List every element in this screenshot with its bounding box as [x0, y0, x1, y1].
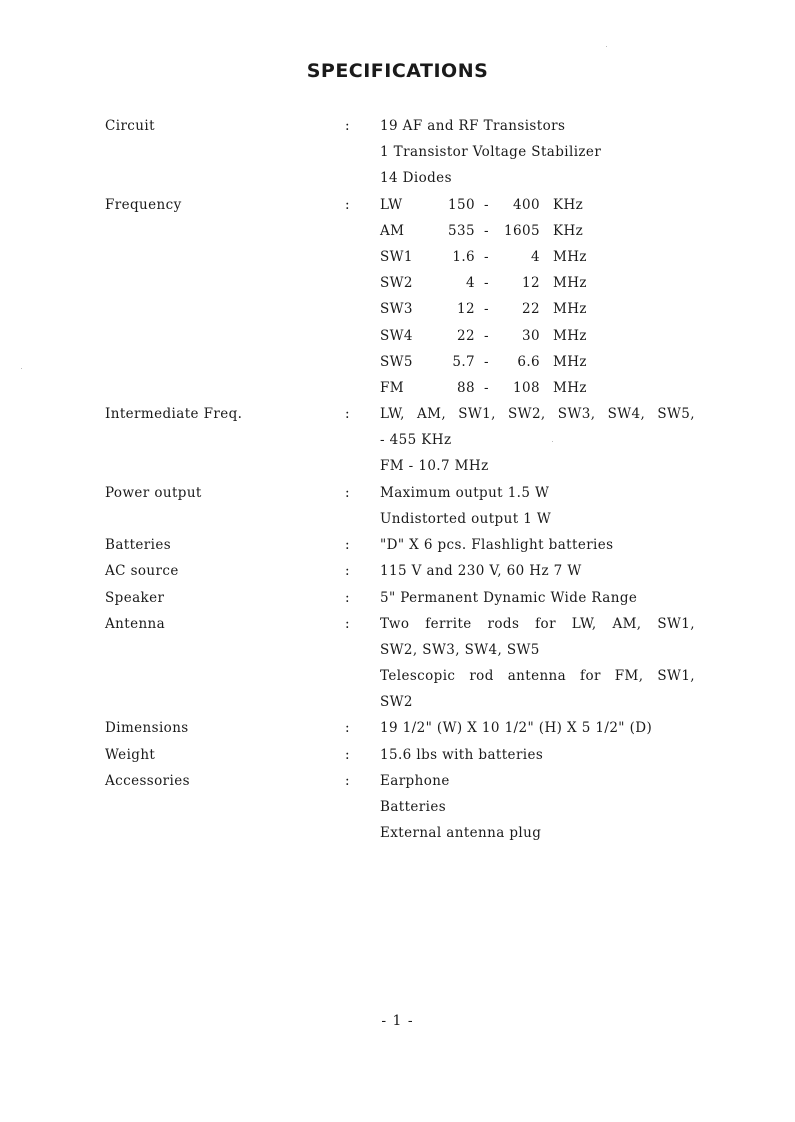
weight-value: 15.6 lbs with batteries — [380, 747, 544, 763]
freq-band: LW — [380, 197, 403, 213]
antenna-word: FM, — [614, 668, 644, 684]
freq-low: 5.7 — [452, 354, 475, 370]
freq-unit: KHz — [553, 197, 584, 213]
freq-dash: - — [484, 301, 489, 317]
freq-high: 4 — [531, 249, 540, 265]
ac-source-colon: : — [345, 563, 350, 579]
antenna-word: rod — [469, 668, 494, 684]
freq-high: 1605 — [504, 223, 540, 239]
antenna-word: LW, — [571, 616, 597, 632]
antenna-word: antenna — [507, 668, 567, 684]
antenna-line — [380, 668, 695, 684]
page-title: SPECIFICATIONS — [306, 60, 489, 82]
accessories-line: Batteries — [380, 799, 447, 815]
freq-low: 22 — [457, 328, 475, 344]
intermediate-line — [380, 406, 695, 422]
freq-dash: - — [484, 328, 489, 344]
circuit-label: Circuit — [105, 118, 155, 134]
intermediate-line: - 455 KHz — [380, 432, 452, 448]
freq-low: 535 — [448, 223, 475, 239]
freq-low: 4 — [466, 275, 475, 291]
accessories-colon: : — [345, 773, 350, 789]
if-word: SW4, — [607, 406, 646, 422]
if-word: SW5, — [657, 406, 695, 422]
batteries-label: Batteries — [105, 537, 172, 553]
freq-low: 150 — [448, 197, 475, 213]
batteries-value: "D" X 6 pcs. Flashlight batteries — [380, 537, 614, 553]
freq-low: 88 — [457, 380, 475, 396]
speaker-value: 5" Permanent Dynamic Wide Range — [380, 590, 638, 606]
antenna-label: Antenna — [105, 616, 166, 632]
antenna-line — [380, 616, 695, 632]
freq-band: FM — [380, 380, 404, 396]
freq-unit: MHz — [553, 249, 587, 265]
antenna-word: for — [535, 616, 556, 632]
antenna-word: for — [580, 668, 601, 684]
intermediate-label: Intermediate Freq. — [105, 406, 243, 422]
speaker-label: Speaker — [105, 590, 165, 606]
frequency-label: Frequency — [105, 197, 182, 213]
freq-dash: - — [484, 354, 489, 370]
circuit-colon: : — [345, 118, 350, 134]
antenna-word: Telescopic — [380, 668, 456, 684]
scan-speck — [21, 368, 22, 369]
freq-unit: MHz — [553, 301, 587, 317]
freq-high: 400 — [513, 197, 540, 213]
if-word: SW3, — [557, 406, 596, 422]
freq-band: SW1 — [380, 249, 413, 265]
freq-dash: - — [484, 249, 489, 265]
weight-label: Weight — [105, 747, 156, 763]
freq-dash: - — [484, 197, 489, 213]
intermediate-colon: : — [345, 406, 350, 422]
antenna-line: SW2, SW3, SW4, SW5 — [380, 642, 540, 658]
antenna-word: AM, — [612, 616, 642, 632]
antenna-word: ferrite — [425, 616, 472, 632]
freq-high: 12 — [522, 275, 540, 291]
antenna-word: SW1, — [657, 616, 695, 632]
batteries-colon: : — [345, 537, 350, 553]
if-word: SW2, — [508, 406, 546, 422]
if-word: SW1, — [458, 406, 496, 422]
dimensions-label: Dimensions — [105, 720, 189, 736]
weight-colon: : — [345, 747, 350, 763]
power-line: Undistorted output 1 W — [380, 511, 552, 527]
freq-dash: - — [484, 275, 489, 291]
power-line: Maximum output 1.5 W — [380, 485, 550, 501]
antenna-word: rods — [487, 616, 520, 632]
accessories-line: Earphone — [380, 773, 450, 789]
freq-low: 12 — [457, 301, 475, 317]
freq-unit: KHz — [553, 223, 584, 239]
freq-high: 30 — [522, 328, 540, 344]
freq-band: SW5 — [380, 354, 413, 370]
freq-unit: MHz — [553, 275, 587, 291]
circuit-line: 14 Diodes — [380, 170, 452, 186]
speaker-colon: : — [345, 590, 350, 606]
freq-band: SW2 — [380, 275, 413, 291]
power-colon: : — [345, 485, 350, 501]
freq-unit: MHz — [553, 380, 587, 396]
dimensions-value: 19 1/2" (W) X 10 1/2" (H) X 5 1/2" (D) — [380, 720, 653, 736]
accessories-label: Accessories — [105, 773, 190, 789]
freq-high: 6.6 — [517, 354, 540, 370]
freq-band: SW4 — [380, 328, 413, 344]
scan-speck — [552, 441, 553, 442]
freq-dash: - — [484, 380, 489, 396]
power-label: Power output — [105, 485, 202, 501]
circuit-line: 19 AF and RF Transistors — [380, 118, 566, 134]
freq-low: 1.6 — [452, 249, 475, 265]
freq-unit: MHz — [553, 328, 587, 344]
accessories-line: External antenna plug — [380, 825, 542, 841]
intermediate-line: FM - 10.7 MHz — [380, 458, 489, 474]
frequency-colon: : — [345, 197, 350, 213]
freq-unit: MHz — [553, 354, 587, 370]
ac-source-value: 115 V and 230 V, 60 Hz 7 W — [380, 563, 582, 579]
freq-high: 108 — [513, 380, 540, 396]
antenna-word: Two — [380, 616, 410, 632]
freq-band: SW3 — [380, 301, 413, 317]
antenna-colon: : — [345, 616, 350, 632]
circuit-line: 1 Transistor Voltage Stabilizer — [380, 144, 602, 160]
antenna-line: SW2 — [380, 694, 413, 710]
antenna-word: SW1, — [657, 668, 695, 684]
page-number: - 1 - — [381, 1013, 414, 1029]
if-word: LW, — [380, 406, 405, 422]
scan-speck — [606, 46, 607, 47]
if-word: AM, — [416, 406, 447, 422]
freq-dash: - — [484, 223, 489, 239]
ac-source-label: AC source — [105, 563, 179, 579]
dimensions-colon: : — [345, 720, 350, 736]
freq-band: AM — [380, 223, 405, 239]
freq-high: 22 — [522, 301, 540, 317]
